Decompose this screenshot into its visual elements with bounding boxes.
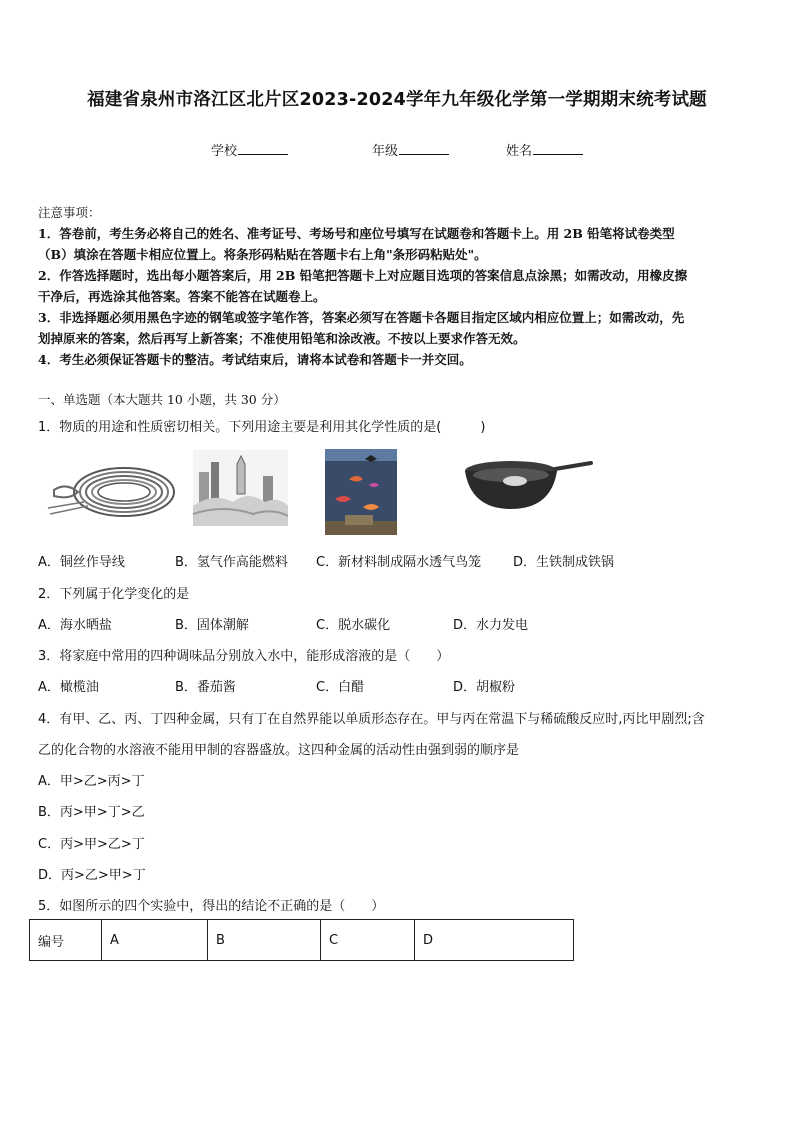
name-blank[interactable] — [533, 142, 583, 155]
q2-stem: 2．下列属于化学变化的是 — [38, 587, 190, 602]
q4-stem-line-1: 4．有甲、乙、丙、丁四种金属，只有丁在自然界能以单质形态存在。甲与丙在常温下与稀硫酸反应时,丙比甲剧烈;含 — [38, 712, 705, 727]
q2-option-d[interactable]: D．水力发电 — [453, 618, 529, 633]
section-heading: 一、单选题（本大题共 10 小题，共 30 分） — [38, 392, 286, 407]
name-field[interactable] — [506, 140, 583, 159]
school-label: 学校 — [211, 144, 238, 159]
q3-option-b[interactable]: B．番茄酱 — [175, 680, 236, 695]
q2-option-c[interactable]: C．脱水碳化 — [316, 618, 391, 633]
rocket-launch-icon — [193, 450, 288, 526]
table-header-c: C — [321, 920, 415, 961]
q3-stem: 3．将家庭中常用的四种调味品分别放入水中，能形成溶液的是（ ） — [38, 649, 450, 664]
q4-option-d[interactable]: D．丙>乙>甲>丁 — [38, 868, 146, 883]
grade-field[interactable] — [372, 140, 449, 159]
table-header-number: 编号 — [30, 920, 102, 961]
notice-heading: 注意事项： — [38, 205, 101, 220]
q4-option-a[interactable]: A．甲>乙>丙>丁 — [38, 774, 145, 789]
name-label: 姓名 — [506, 144, 533, 159]
q1-option-d[interactable]: D．生铁制成铁锅 — [513, 555, 615, 570]
grade-blank[interactable] — [399, 142, 449, 155]
notice-line-4: 4．考生必须保证答题卡的整洁。考试结束后，请将本试卷和答题卡一并交回。 — [38, 352, 472, 367]
q3-option-d[interactable]: D．胡椒粉 — [453, 680, 516, 695]
q1-option-c[interactable]: C．新材料制成隔水透气鸟笼 — [316, 555, 482, 570]
q1-stem: 1．物质的用途和性质密切相关。下列用途主要是利用其化学性质的是( ) — [38, 420, 486, 435]
table-header-b: B — [208, 920, 321, 961]
table-header-d: D — [415, 920, 574, 961]
q2-option-a[interactable]: A．海水晒盐 — [38, 618, 112, 633]
q1-option-b[interactable]: B．氢气作高能燃料 — [175, 555, 288, 570]
school-field[interactable] — [211, 140, 288, 159]
q4-option-b[interactable]: B．丙>甲>丁>乙 — [38, 805, 145, 820]
q1-option-a[interactable]: A．铜丝作导线 — [38, 555, 125, 570]
fish-bird-cage-icon — [325, 449, 397, 535]
q5-experiment-table — [29, 919, 574, 961]
table-row — [30, 920, 574, 961]
notice-line-3a: 3．非选择题必须用黑色字迹的钢笔或签字笔作答，答案必须写在答题卡各题目指定区域内相应位置上；如需改动，先 — [38, 310, 685, 325]
school-blank[interactable] — [238, 142, 288, 155]
table-header-a: A — [102, 920, 208, 961]
grade-label: 年级 — [372, 144, 399, 159]
notice-line-3b: 划掉原来的答案，然后再写上新答案；不准使用铅笔和涂改液。不按以上要求作答无效。 — [38, 331, 526, 346]
notice-line-2a: 2．作答选择题时，选出每小题答案后，用 2B 铅笔把答题卡上对应题目选项的答案信息点涂黑；如需改动，用橡皮擦 — [38, 268, 688, 283]
q3-option-c[interactable]: C．白醋 — [316, 680, 365, 695]
q4-option-c[interactable]: C．丙>甲>乙>丁 — [38, 837, 145, 852]
copper-wire-icon — [44, 452, 178, 524]
q2-option-b[interactable]: B．固体潮解 — [175, 618, 249, 633]
iron-wok-icon — [463, 457, 593, 515]
q5-stem: 5．如图所示的四个实验中，得出的结论不正确的是（ ） — [38, 899, 385, 914]
notice-line-2b: 干净后，再选涂其他答案。答案不能答在试题卷上。 — [38, 289, 326, 304]
q4-stem-line-2: 乙的化合物的水溶液不能用甲制的容器盛放。这四种金属的活动性由强到弱的顺序是 — [38, 743, 520, 758]
notice-line-1b: （B）填涂在答题卡相应位置上。将条形码粘贴在答题卡右上角"条形码粘贴处"。 — [38, 247, 487, 262]
q3-option-a[interactable]: A．橄榄油 — [38, 680, 99, 695]
notice-line-1a: 1．答卷前，考生务必将自己的姓名、准考证号、考场号和座位号填写在试题卷和答题卡上。用 2B 铅笔将试卷类型 — [38, 226, 675, 241]
exam-title: 福建省泉州市洛江区北片区2023-2024学年九年级化学第一学期期末统考试题 — [87, 90, 707, 110]
